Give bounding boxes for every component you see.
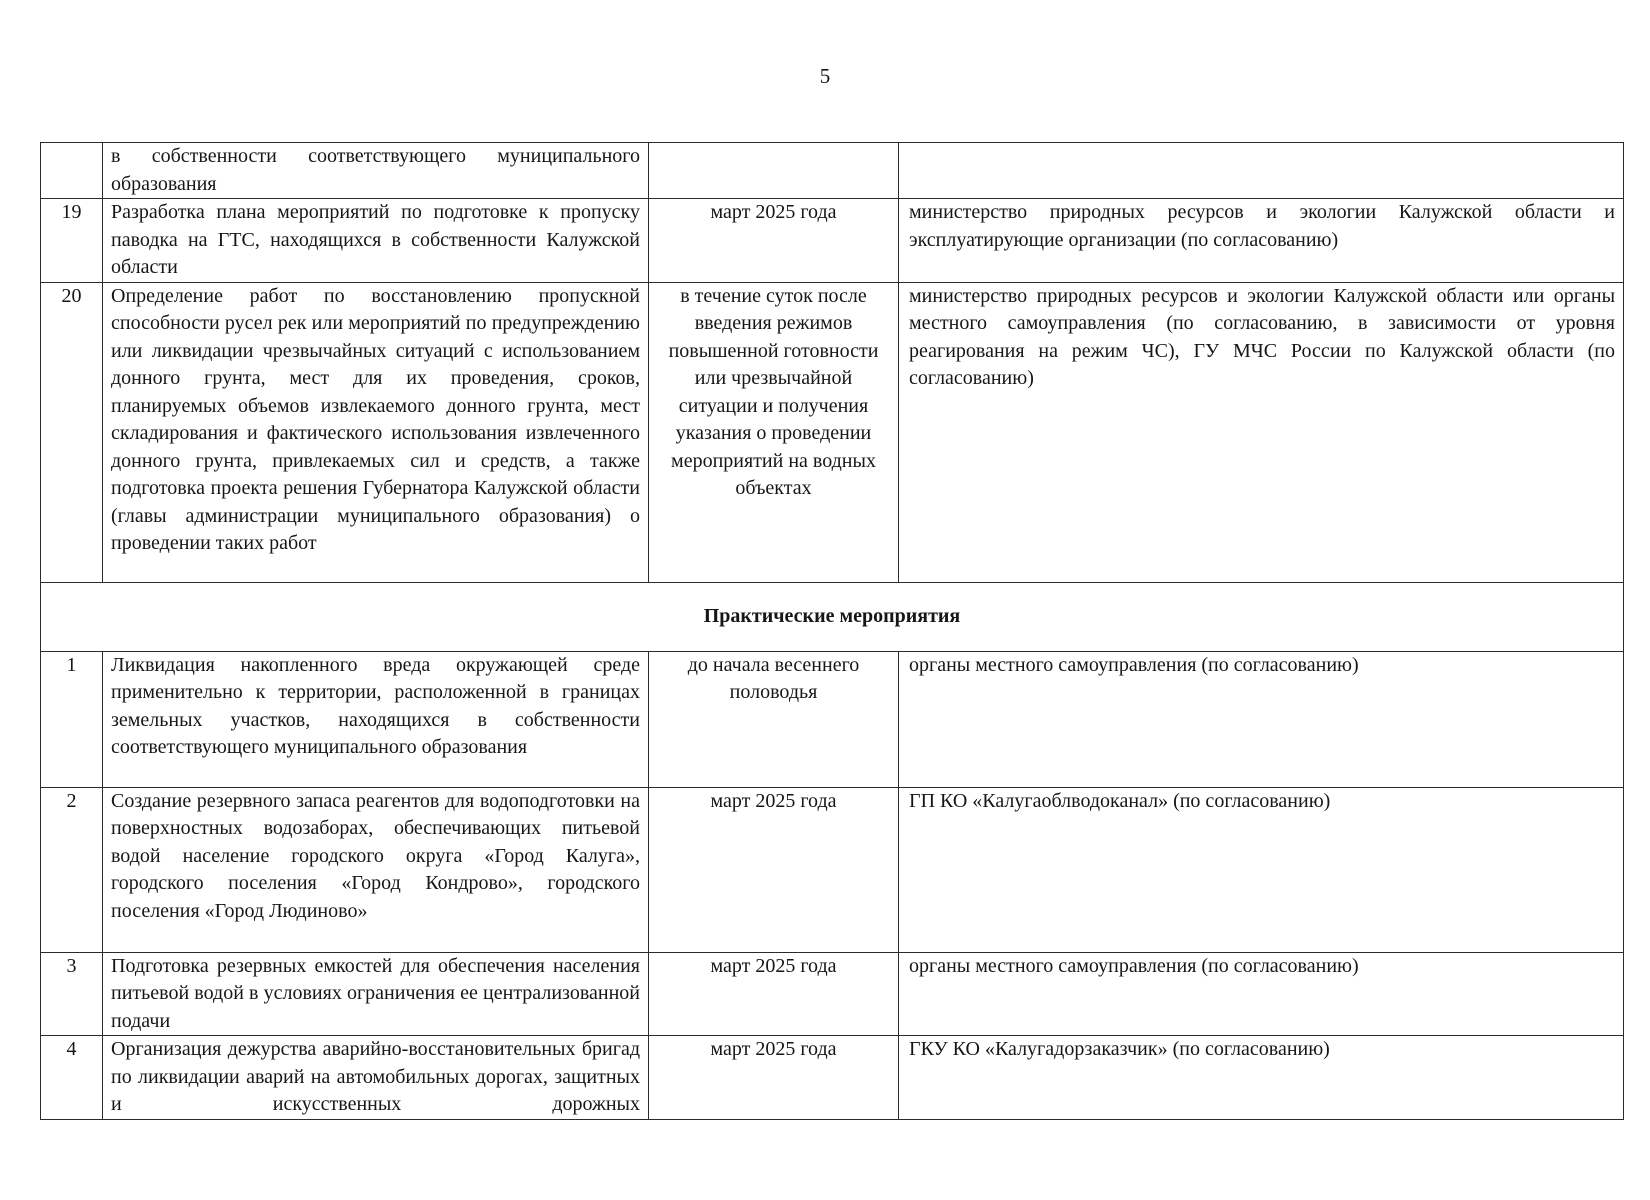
action-cell: Определение работ по восстановлению пропускной способности русел рек или мероприятий по предупреждению или ликвидации чрезвычайных ситуаций с использованием донного грунта, мест для их проведения, сроков, планируемых объемов извлекаемого донного грунта, мест складирования и фактического использования извлеченного донного грунта, привлекаемых сил и средств, а также подготовка проекта решения Губернатора Калужской области (главы администрации муниципального образования) о проведении таких работ — [103, 282, 649, 582]
row-number: 19 — [41, 199, 103, 283]
table-row — [41, 787, 1624, 952]
row-number: 1 — [41, 651, 103, 787]
row-number — [41, 143, 103, 199]
row-number: 3 — [41, 952, 103, 1036]
action-cell: Разработка плана мероприятий по подготовке к пропуску паводка на ГТС, находящихся в собственности Калужской области — [103, 199, 649, 283]
term-cell: март 2025 года — [649, 1036, 899, 1120]
action-cell: Организация дежурства аварийно-восстановительных бригад по ликвидации аварий на автомобильных дорогах, защитных и искусственных дорожных — [103, 1036, 649, 1120]
term-cell — [649, 143, 899, 199]
responsible-cell: органы местного самоуправления (по согласованию) — [899, 651, 1624, 787]
responsible-cell: органы местного самоуправления (по согласованию) — [899, 952, 1624, 1036]
page-number: 5 — [819, 64, 831, 88]
term-cell: март 2025 года — [649, 199, 899, 283]
action-cell: в собственности соответствующего муниципального образования — [103, 143, 649, 199]
table-row — [41, 651, 1624, 787]
responsible-cell: министерство природных ресурсов и экологии Калужской области или органы местного самоуправления (по согласованию, в зависимости от уровня реагирования на режим ЧС), ГУ МЧС России по Калужской области (по согласованию) — [899, 282, 1624, 582]
section-title: Практические мероприятия — [41, 582, 1624, 651]
measures-table — [40, 142, 1624, 1120]
responsible-cell: ГП КО «Калугаоблводоканал» (по согласованию) — [899, 787, 1624, 952]
table-row — [41, 952, 1624, 1036]
table-row — [41, 282, 1624, 582]
responsible-cell — [899, 143, 1624, 199]
table-row — [41, 199, 1624, 283]
action-cell: Создание резервного запаса реагентов для водоподготовки на поверхностных водозаборах, обеспечивающих питьевой водой население городского округа «Город Калуга», городского поселения «Город Кондрово», городского поселения «Город Людиново» — [103, 787, 649, 952]
row-number: 4 — [41, 1036, 103, 1120]
table-row — [41, 143, 1624, 199]
term-cell: в течение суток после введения режимов повышенной готовности или чрезвычайной ситуации и получения указания о проведении мероприятий на водных объектах — [649, 282, 899, 582]
row-number: 20 — [41, 282, 103, 582]
term-cell: март 2025 года — [649, 787, 899, 952]
responsible-cell: ГКУ КО «Калугадорзаказчик» (по согласованию) — [899, 1036, 1624, 1120]
section-header-row — [41, 582, 1624, 651]
action-cell: Ликвидация накопленного вреда окружающей среде применительно к территории, расположенной в границах земельных участков, находящихся в собственности соответствующего муниципального образования — [103, 651, 649, 787]
action-cell: Подготовка резервных емкостей для обеспечения населения питьевой водой в условиях ограничения ее централизованной подачи — [103, 952, 649, 1036]
term-cell: до начала весеннего половодья — [649, 651, 899, 787]
term-cell: март 2025 года — [649, 952, 899, 1036]
row-number: 2 — [41, 787, 103, 952]
table-row — [41, 1036, 1624, 1120]
responsible-cell: министерство природных ресурсов и экологии Калужской области и эксплуатирующие организации (по согласованию) — [899, 199, 1624, 283]
